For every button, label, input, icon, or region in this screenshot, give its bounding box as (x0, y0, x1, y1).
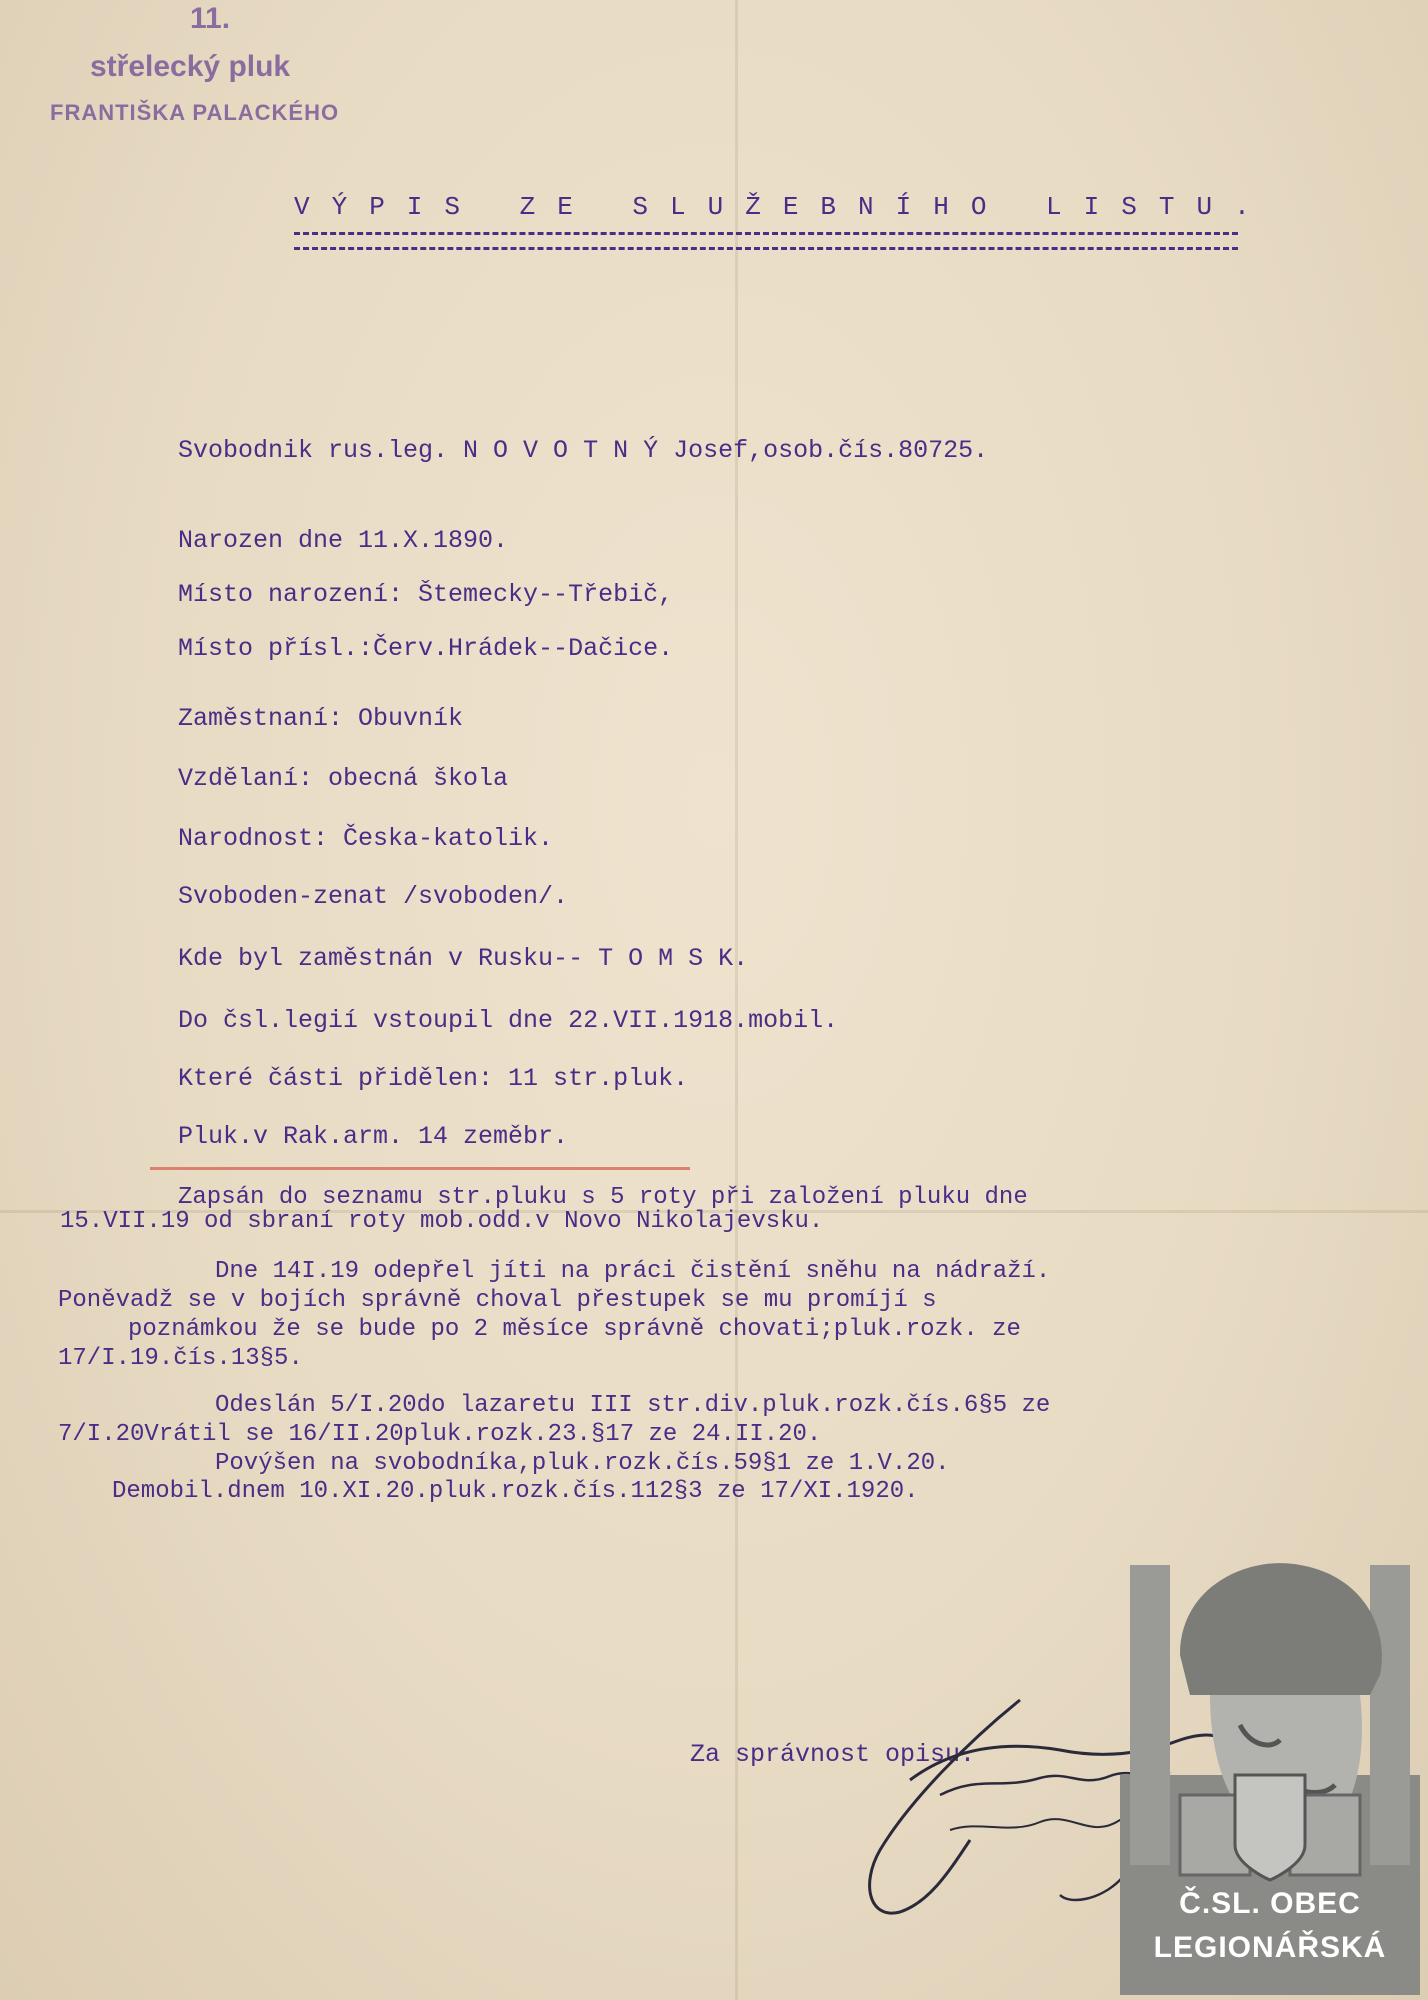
body-line-7: Odeslán 5/I.20do lazaretu III str.div.pluk.rozk.čís.6§5 ze (215, 1392, 1051, 1419)
body-line-1: Zapsán do seznamu str.pluku s 5 roty při založení pluku dne (178, 1184, 1028, 1211)
field-unit: Které části přidělen: 11 str.pluk. (178, 1064, 689, 1093)
field-education: Vzdělaní: obecná škola (178, 764, 509, 793)
field-occupation: Zaměstnaní: Obuvník (178, 704, 464, 733)
body-line-2: 15.VII.19 od sbraní roty mob.odd.v Novo Nikolajevsku. (60, 1208, 824, 1235)
emblem-text-line-1: Č.SL. OBEC (1179, 1887, 1361, 1920)
emblem-text-line-2: LEGIONÁŘSKÁ (1153, 1931, 1387, 1964)
paper-fold-vertical (735, 0, 738, 2000)
body-line-8: 7/I.20Vrátil se 16/II.20pluk.rozk.23.§17 ze 24.II.20. (58, 1421, 822, 1448)
field-nationality: Narodnost: Česka-katolik. (178, 824, 554, 853)
legion-emblem (1120, 1545, 1420, 1995)
signature-label: Za správnost opisu. (690, 1740, 976, 1769)
field-marital-status: Svoboden-zenat /svoboden/. (178, 882, 569, 911)
soldier-head-icon (1120, 1545, 1420, 1995)
field-domicile: Místo přísl.:Červ.Hrádek--Dačice. (178, 634, 674, 663)
stamp-line-3: FRANTIŠKA PALACKÉHO (50, 100, 340, 125)
field-employment-russia: Kde byl zaměstnán v Rusku-- T O M S K. (178, 944, 749, 973)
field-birth-date: Narozen dne 11.X.1890. (178, 526, 509, 555)
stamp-line-2: střelecký pluk (90, 50, 291, 83)
body-line-4: Poněvadž se v bojích správně choval přestupek se mu promíjí s (58, 1287, 937, 1314)
field-austrian-regiment: Pluk.v Rak.arm. 14 zeměbr. (178, 1122, 569, 1151)
title-underline (294, 232, 1238, 250)
document-title: VÝPIS ZE SLUŽEBNÍHO LISTU. (294, 192, 1272, 222)
field-legion-entry: Do čsl.legií vstoupil dne 22.VII.1918.mobil. (178, 1006, 839, 1035)
body-line-3: Dne 14I.19 odepřel jíti na práci čistění sněhu na nádraží. (215, 1258, 1051, 1285)
regiment-stamp (40, 2, 380, 137)
body-line-10: Demobil.dnem 10.XI.20.pluk.rozk.čís.112§3 ze 17/XI.1920. (112, 1478, 919, 1505)
body-line-9: Povýšen na svobodníka,pluk.rozk.čís.59§1 ze 1.V.20. (215, 1450, 950, 1477)
red-pencil-line (150, 1167, 690, 1170)
body-line-6: 17/I.19.čís.13§5. (58, 1345, 303, 1372)
header-line: Svobodnik rus.leg. N O V O T N Ý Josef,osob.čís.80725. (178, 436, 989, 465)
field-birthplace: Místo narození: Štemecky--Třebič, (178, 580, 674, 609)
stamp-line-1: 11. (190, 2, 231, 35)
body-line-5: poznámkou že se bude po 2 měsíce správně chovati;pluk.rozk. ze (128, 1316, 1021, 1343)
